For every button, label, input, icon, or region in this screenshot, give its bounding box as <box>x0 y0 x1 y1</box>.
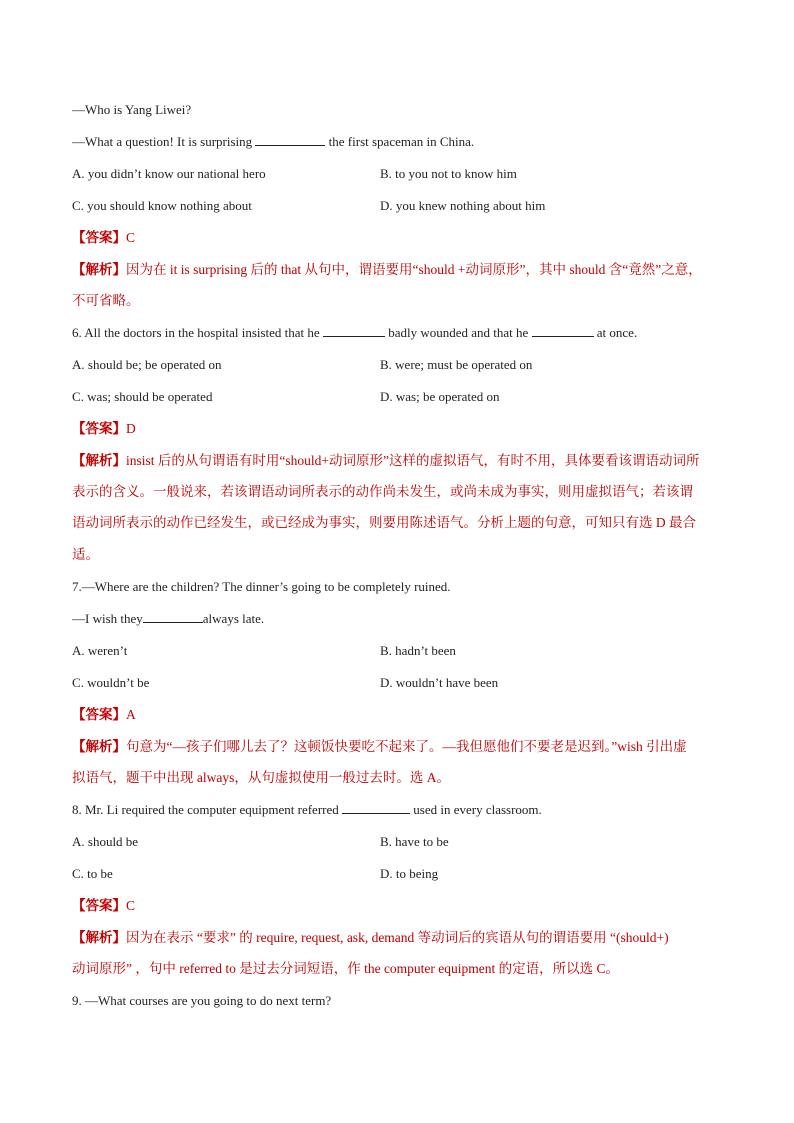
explanation-line: 【解析】句意为“—孩子们哪儿去了？这顿饭快要吃不起来了。—我但愿他们不要老是迟到。”wish 引出虚 <box>72 739 687 754</box>
explanation-line: 【解析】因为在 it is surprising 后的 that 从句中，谓语要用“should +动词原形”，其中 should 含“竟然”之意， <box>72 262 702 277</box>
option-d: D. to being <box>380 866 439 881</box>
question-line: 8. Mr. Li required the computer equipment referred used in every classroom. <box>72 802 542 817</box>
option-b: B. hadn’t been <box>380 643 456 658</box>
answer-blank <box>342 801 410 814</box>
answer-blank <box>255 133 325 146</box>
option-a: A. you didn’t know our national hero <box>72 166 266 181</box>
option-d: D. wouldn’t have been <box>380 675 499 690</box>
option-a: A. should be <box>72 834 139 849</box>
option-b: B. to you not to know him <box>380 166 517 181</box>
question-line: —Who is Yang Liwei? <box>72 102 192 117</box>
option-a: A. weren’t <box>72 643 128 658</box>
explanation-line: 适。 <box>72 547 99 562</box>
option-a: A. should be; be operated on <box>72 357 222 372</box>
question-line: 6. All the doctors in the hospital insisted that he badly wounded and that he at once. <box>72 325 638 340</box>
explanation-line: 动词原形” ，句中 referred to 是过去分词短语，作 the computer equipment 的定语，所以选 C。 <box>72 961 620 976</box>
explanation-line: 【解析】insist 后的从句谓语有时用“should+动词原形”这样的虚拟语气，有时不用，具体要看该谓语动词所 <box>72 453 700 468</box>
question-line: 9. —What courses are you going to do next term? <box>72 993 332 1008</box>
explanation-line: 拟语气，题干中出现 always，从句虚拟使用一般过去时。选 A。 <box>72 770 450 785</box>
explanation-line: 语动词所表示的动作已经发生，或已经成为事实，则要用陈述语气。分析上题的句意，可知只有选 D 最合 <box>72 515 696 530</box>
answer-blank <box>323 324 385 337</box>
answer-blank <box>143 610 203 623</box>
explanation-line: 【解析】因为在表示 “要求” 的 require, request, ask, demand 等动词后的宾语从句的谓语要用 “(should+) <box>72 930 669 945</box>
answer-blank <box>532 324 594 337</box>
option-c: C. wouldn’t be <box>72 675 150 690</box>
option-c: C. was; should be operated <box>72 389 213 404</box>
option-b: B. have to be <box>380 834 449 849</box>
option-b: B. were; must be operated on <box>380 357 533 372</box>
option-d: D. was; be operated on <box>380 389 500 404</box>
answer-line: 【答案】D <box>72 421 136 436</box>
option-c: C. to be <box>72 866 113 881</box>
question-line: —I wish they always late. <box>72 611 265 626</box>
explanation-line: 不可省略。 <box>72 293 140 308</box>
answer-line: 【答案】A <box>72 707 136 722</box>
answer-line: 【答案】C <box>72 230 136 245</box>
question-line: —What a question! It is surprising the first spaceman in China. <box>72 134 475 149</box>
option-d: D. you knew nothing about him <box>380 198 546 213</box>
question-line: 7.—Where are the children? The dinner’s going to be completely ruined. <box>72 579 451 594</box>
explanation-line: 表示的含义。一般说来，若该谓语动词所表示的动作尚未发生，或尚未成为事实，则用虚拟语气；若该谓 <box>72 484 693 499</box>
option-c: C. you should know nothing about <box>72 198 252 213</box>
answer-line: 【答案】C <box>72 898 136 913</box>
